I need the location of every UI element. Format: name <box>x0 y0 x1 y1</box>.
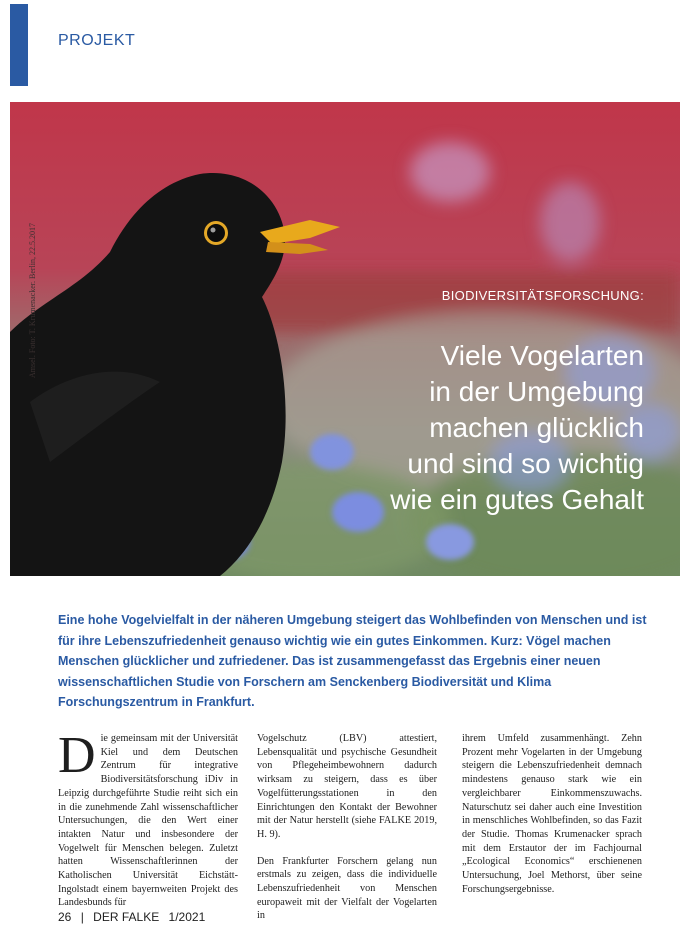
body-column-2 <box>257 732 437 923</box>
page-footer <box>58 910 211 924</box>
body-paragraph: Vogelschutz (LBV) attestiert, Lebensqualität und psychische Gesundheit von Pflegeheimbewohnern dadurch wirksam zu steigern, dass es über Vogelfütterungsstationen in den Einrichtungen den Kontakt der Bewohner mit der Natur herstellt (siehe FALKE 2019, H. 9). <box>257 733 437 840</box>
body-column-1 <box>58 727 238 910</box>
hero-photo <box>10 102 680 576</box>
headline-line: Viele Vogelarten <box>440 340 644 371</box>
body-paragraph: ihrem Umfeld zusammenhängt. Zehn Prozent mehr Vogelarten in der Umgebung steigern die Lebenszufriedenheit demnach mindestens genauso stark wie ein vergleichbarer Einkommenszuwachs. Naturschutz sei daher auch eine Investition in menschliches Wohlbefinden, so das Fazit der Studie. Thomas Krumenacker sprach mit dem Erstautor der im Fachjournal „Ecological Economics“ erschienenen Untersuchung, Joel Methorst, über seine Forschungsergebnisse. <box>462 733 642 895</box>
body-column-3 <box>462 732 642 896</box>
body-paragraph: Den Frankfurter Forschern gelang nun erstmals zu zeigen, dass die individuelle Lebenszufriedenheit von Menschen europaweit mit der Vielfalt der Vogelarten in <box>257 855 437 922</box>
page-number: 26 <box>58 910 72 924</box>
headline-line: machen glücklich <box>429 412 644 443</box>
article-headline <box>390 338 644 518</box>
headline-line: wie ein gutes Gehalt <box>390 484 644 515</box>
issue-number: 1/2021 <box>168 910 206 924</box>
drop-cap: D <box>58 727 96 784</box>
headline-line: und sind so wichtig <box>407 448 644 479</box>
lead-paragraph: Eine hohe Vogelvielfalt in der näheren Umgebung steigert das Wohlbefinden von Menschen und ist für ihre Lebenszufriedenheit genauso wichtig wie ein gutes Einkommen. Kurz: Vögel machen Menschen glücklicher und zufriedener. Das ist zusammengefasst das Ergebnis einer neuen wissenschaftlichen Studie von Forschern am Senckenberg Biodiversität und Klima Forschungszentrum in Frankfurt. <box>58 613 647 710</box>
photo-credit: Amsel. Foto: T. Krumenacker. Berlin, 22.5.2017 <box>28 222 37 378</box>
headline-line: in der Umgebung <box>429 376 644 407</box>
header-accent-bar <box>10 4 28 86</box>
magazine-name: DER FALKE <box>93 910 160 924</box>
article-kicker: BIODIVERSITÄTSFORSCHUNG: <box>441 288 644 303</box>
body-text: ie gemeinsam mit der Universität Kiel und dem Deutschen Zentrum für integrative Biodiversitätsforschung iDiv in Leipzig durchgeführte Studie reiht sich ein in die zunehmende Zahl wissenschaftlicher Untersuchungen, die den Wert einer intakten Natur und insbesondere der Vogelwelt für Menschen belegen. Zuletzt hatten Wissenschaftlerinnen der Katholischen Universität Eichstätt-Ingolstadt einem bayernweiten Projekt des Landesbunds für <box>58 733 238 909</box>
page-header <box>0 0 690 88</box>
section-label: PROJEKT <box>58 32 136 49</box>
footer-separator: | <box>80 910 84 924</box>
